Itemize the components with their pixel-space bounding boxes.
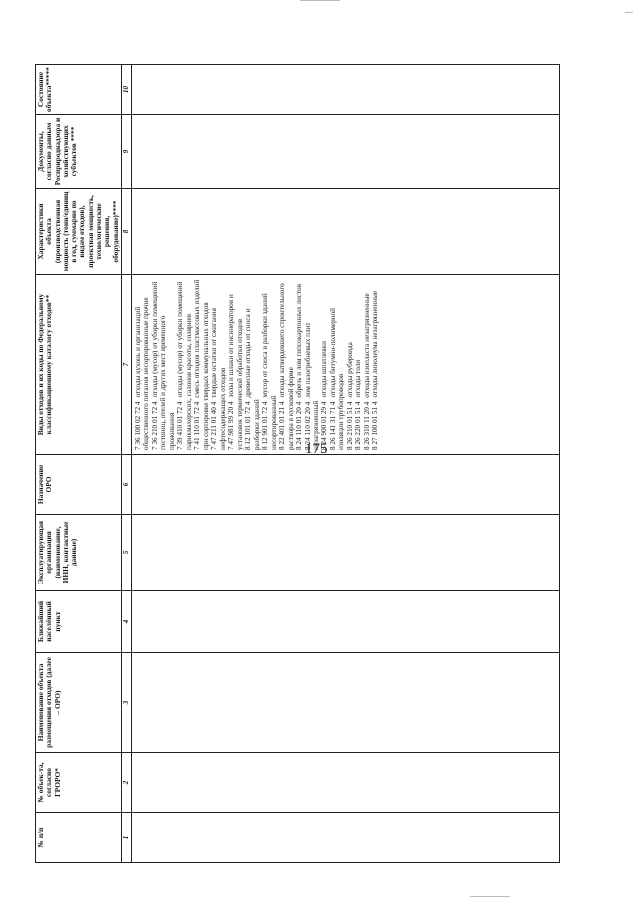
waste-code: 8 26 141 31 71 4 [328,401,337,450]
waste-entry [134,279,151,450]
waste-name: лом пазогребневых плит незагрязненный [303,322,320,450]
waste-entry [295,279,303,450]
waste-code: 8 26 220 01 51 4 [354,401,363,450]
waste-code: 8 26 310 11 20 4 [362,401,371,450]
column-number: 5 [121,515,131,591]
cell-nearest-settlement [131,591,559,653]
page-number: 175 [305,441,328,457]
header-cell: Виды отходов и их коды по Федеральному классификационному каталогу отходов** [36,275,122,455]
cell-documents [131,115,559,189]
waste-name: смесь отходов пластмассовых изделий при сортировке твердых коммунальных отходов [193,279,210,450]
waste-name: отходы (мусор) от уборки помещений парикмахерских, салонов красоты, соляриев [176,281,193,450]
waste-entry [193,279,210,450]
waste-name: отходы затвердевшего строительного раствора в кусковой форме [278,283,295,450]
column-number: 9 [121,115,131,189]
waste-code: 7 41 110 01 72 4 [193,401,202,450]
cell-waste-types [131,275,559,455]
waste-entry [329,279,346,450]
waste-code: 8 22 401 01 21 4 [278,401,287,450]
waste-code: 7 47 211 01 40 4 [210,401,219,450]
waste-name: древесные отходы от сноса и разборки зданий [244,308,261,450]
waste-code: 8 12 101 01 72 4 [244,401,253,450]
waste-code: 7 47 981 99 20 4 [227,401,236,450]
waste-entry [278,279,295,450]
rotated-table-container [35,65,560,863]
scan-mark [625,12,633,13]
cell-characteristics [131,189,559,275]
header-cell: № объек-та, согласно ГРОРО* [36,753,122,813]
waste-entry [244,279,261,450]
waste-name: отходы изопласта незагрязненные [362,293,371,398]
table-row [131,65,559,863]
header-cell: Эксплуатирующая организация (наименование, ИНН, контактные данные) [36,515,122,591]
waste-name: твердые остатки от сжигания нефтесодержащих отходов [210,308,227,450]
header-cell: Назначение ОРО [36,455,122,515]
scan-mark [300,0,340,1]
waste-entry [363,279,371,450]
waste-name: мусор от сноса и разборки зданий несортированный [261,293,278,450]
scan-mark [470,896,510,897]
waste-entry [210,279,227,450]
column-number: 8 [121,189,131,275]
waste-entry [346,279,354,450]
header-cell: Документы, согласно данным Росприроднадзора и хозяйствующих субъектов **** [36,115,122,189]
header-cell: Ближайший населённый пункт [36,591,122,653]
column-number: 4 [121,591,131,653]
header-cell: Наименование объекта размещения отходов (далее – ОРО) [36,653,122,753]
column-number: 6 [121,455,131,515]
waste-name: отходы кухонь и организаций общественного питания несортированные прочие [133,297,151,450]
waste-entry [227,279,244,450]
waste-name: обрезь и лом гипсокартонных листов [295,283,304,398]
cell-purpose [131,455,559,515]
table-header-row [36,65,122,863]
cell-index [131,813,559,863]
waste-entry [371,279,379,450]
cell-groro-number [131,753,559,813]
waste-list [133,277,381,452]
waste-name: золы и шлаки от инсинераторов и установок термической обработки отходов [227,294,244,450]
cell-facility-name [131,653,559,753]
header-cell: Характеристики объекта (производственная мощность (тонн/единиц в год, суммарно по видам отходов), проектная мощность, технологические решения, оборудование)**** [36,189,122,275]
cell-status [131,65,559,115]
waste-entry [320,279,328,450]
waste-code: 8 24 110 01 20 4 [295,401,304,450]
waste-entry [304,279,321,450]
waste-code: 7 36 100 02 72 4 [133,401,142,450]
waste-code: 8 24 900 01 29 4 [320,401,329,450]
cell-operator [131,515,559,591]
waste-code: 8 12 901 01 72 4 [261,401,270,450]
waste-code: 8 24 110 02 20 4 [303,401,312,450]
header-cell: № п/п [36,813,122,863]
waste-name: отходы толи [354,359,363,398]
column-number: 3 [121,653,131,753]
waste-name: отходы (мусор) от уборки помещений гостиниц, отелей и других мест временного проживания [150,281,176,450]
waste-name: отходы линолеума незагрязненные [371,290,380,398]
column-number: 2 [121,753,131,813]
column-number-row [121,65,131,863]
waste-code: 7 36 210 01 72 4 [150,401,159,450]
waste-code: 7 39 410 01 72 4 [176,401,185,450]
waste-entry [176,279,193,450]
waste-name: отходы шпатлевки [320,341,329,398]
waste-name: отходы битумно-полимерной изоляции трубопроводов [328,308,346,450]
column-number: 7 [121,275,131,455]
column-number: 10 [121,65,131,115]
waste-facilities-table [35,64,560,863]
waste-code: 8 27 100 01 51 4 [371,401,380,450]
waste-name: отходы рубероида [345,342,354,398]
waste-entry [261,279,278,450]
waste-entry [354,279,362,450]
header-cell: Состояние объекта***** [36,65,122,115]
column-number: 1 [121,813,131,863]
waste-code: 8 26 210 01 51 4 [345,401,354,450]
waste-entry [151,279,176,450]
